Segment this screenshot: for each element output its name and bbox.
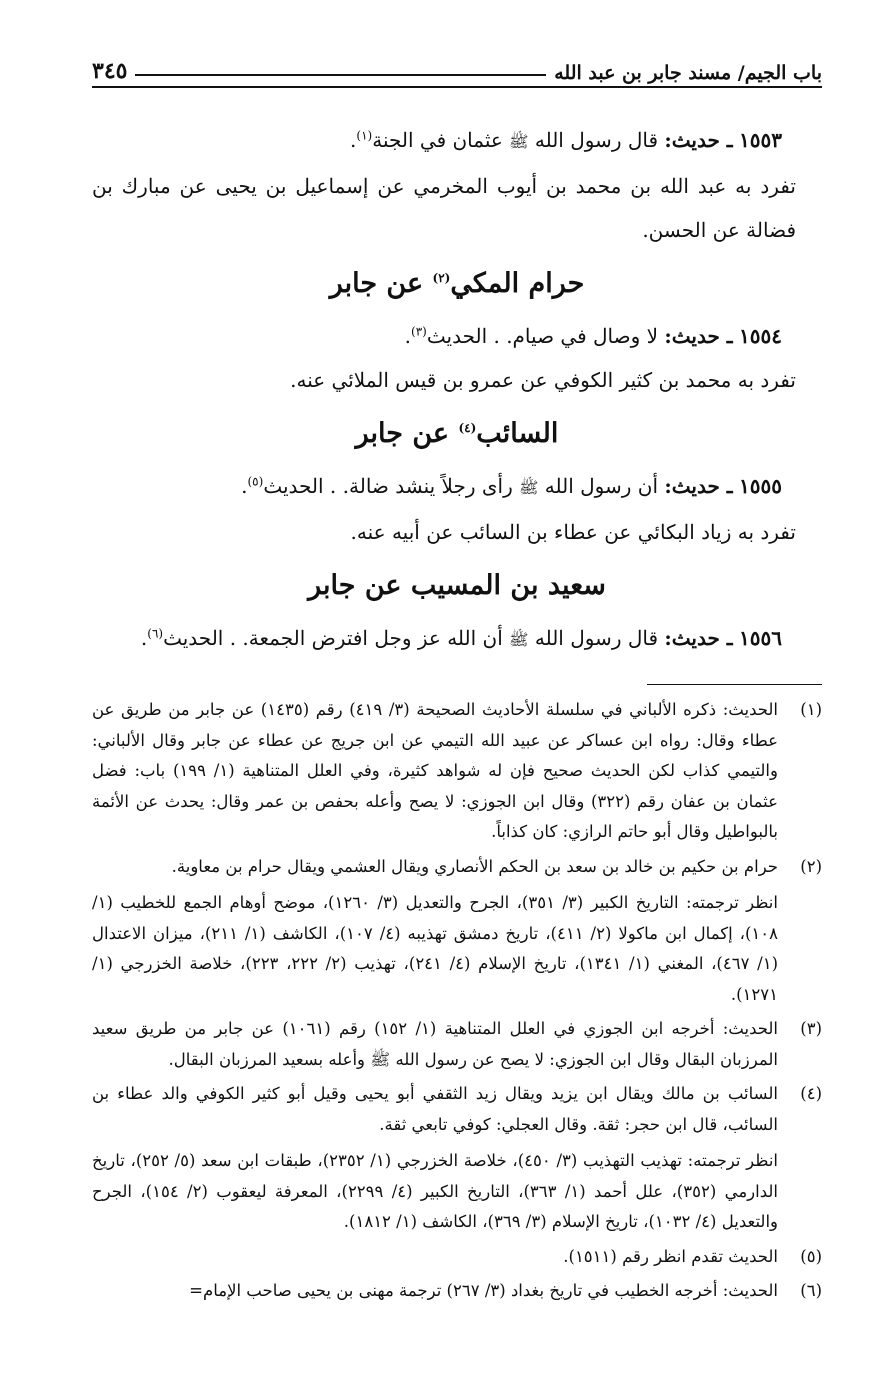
footnote-number: (٦) (800, 1281, 822, 1300)
book-page (92, 40, 822, 1311)
footnote-number: (٣) (800, 1019, 822, 1038)
footnote-item (92, 852, 822, 1011)
hadith-number: ١٥٥٦ (739, 626, 782, 650)
hadith-label: ـ حديث: (664, 626, 733, 650)
footnote-ref: (٤) (458, 421, 477, 435)
footnote-text: الحديث: أخرجه الخطيب في تاريخ بغداد (٣/ ٢٦٧) ترجمة مهنى بن يحيى صاحب الإمام= (189, 1281, 778, 1300)
footnote-separator (647, 684, 822, 685)
footnote-text: الحديث: ذكره الألباني في سلسلة الأحاديث الصحيحة (٣/ ٤١٩) رقم (١٤٣٥) عن جابر من طريق عن عطاء وقال: رواه ابن عساكر عن عبيد الله التيمي عن ابن جريج عن عطاء عن جابر وقال الألباني: والتيمي كذاب لكن الحديث صحيح فإن له شواهد كثيرة، وفي العلل المتناهية (١/ ١٩٩) باب: فضل عثمان بن عفان رقم (٣٢٢) وقال ابن الجوزي: لا يصح وأعله بحفص بن عمر وقال: يحدث عن الأئمة بالبواطيل وقال أبو حاتم الرازي: كان كذاباً. (92, 700, 779, 841)
footnote-ref: (٦) (147, 626, 164, 641)
narration-1555: تفرد به زياد البكائي عن عطاء بن السائب عن أبيه عنه. (350, 520, 796, 544)
hadith-end: . (404, 324, 412, 348)
footnotes-section (92, 695, 822, 1307)
hadith-1555 (92, 464, 822, 510)
footnote-number: (٢) (800, 856, 822, 876)
footnote-ref: (٣) (411, 324, 427, 339)
footnote-number: (٤) (800, 1084, 822, 1103)
hadith-1553 (92, 118, 822, 164)
hadith-label: ـ حديث: (664, 128, 733, 152)
footnote-item (92, 1242, 822, 1273)
heading-text: عن جابر (329, 268, 424, 299)
hadith-1554 (92, 314, 822, 358)
footnote-ref: (٢) (432, 271, 451, 285)
footnote-number: (٥) (800, 1246, 822, 1266)
main-text (92, 118, 822, 662)
footnote-item (92, 1014, 822, 1075)
footnote-text: انظر ترجمته: تهذيب التهذيب (٣/ ٤٥٠)، خلاصة الخزرجي (١/ ٢٣٥٢)، طبقات ابن سعد (٥/ ٢٥٢)، تاريخ الدارمي (٣٥٢)، علل أحمد (١/ ٣٦٣)، التاريخ الكبير (٤/ ٢٢٩٩)، المعرفة ليعقوب (٢/ ١٥٤)، الجرح والتعديل (٤/ ١٠٣٢)، تاريخ الإسلام (٣/ ٣٦٩)، الكاشف (١/ ١٨١٢). (92, 1151, 779, 1231)
hadith-label: ـ حديث: (664, 474, 733, 498)
hadith-text: قال رسول الله (534, 626, 659, 650)
hadith-end: . (241, 474, 248, 498)
hadith-text: أن رسول الله (544, 474, 659, 498)
hadith-end: . (350, 128, 357, 152)
header-rule-fill (135, 74, 546, 76)
salawat-glyph: ﷺ (509, 132, 529, 151)
heading-text: حرام المكي (450, 268, 585, 299)
narration-1553: تفرد به عبد الله بن محمد بن أيوب المخرمي عن إسماعيل بن يحيى عن مبارك بن فضالة عن الحسن. (92, 174, 796, 242)
hadith-text: قال رسول الله (534, 128, 659, 152)
hadith-number: ١٥٥٥ (739, 474, 782, 498)
footnote-text: انظر ترجمته: التاريخ الكبير (٣/ ٣٥١)، الجرح والتعديل (٣/ ١٢٦٠)، موضح أوهام الجمع للخطيب (١/ ١٠٨)، إكمال ابن ماكولا (٢/ ٤١١)، تاريخ دمشق تهذيبه (٤/ ١٠٧)، الكاشف (١/ ٢١١)، ميزان الاعتدال (١/ ٤٦٧)، المغني (١/ ١٣٤١)، تاريخ الإسلام (٤/ ٢٤١)، تهذيب (٢/ ٢٢٢، ٢٢٣)، خلاصة الخزرجي (١/ ١٢٧١). (92, 893, 778, 1004)
hadith-number: ١٥٥٣ (739, 128, 782, 152)
hadith-text: رأى رجلاً ينشد ضالة. . الحديث (263, 474, 513, 498)
section-heading-saib (92, 406, 822, 462)
footnote-ref: (٥) (247, 474, 264, 489)
hadith-text: أن الله عز وجل افترض الجمعة. . الحديث (163, 626, 503, 650)
narration-1554: تفرد به محمد بن كثير الكوفي عن عمرو بن قيس الملائي عنه. (290, 368, 796, 392)
hadith-text: لا وصال في صيام. . الحديث (426, 324, 659, 348)
page-number: ٣٤٥ (92, 58, 128, 84)
footnote-text: السائب بن مالك ويقال ابن يزيد ويقال زيد الثقفي أبو يحيى وقيل أبو كثير الكوفي والد عطاء بن السائب، قال ابن حجر: ثقة. وقال العجلي: كوفي تابعي ثقة. (92, 1084, 778, 1134)
section-heading-haram (92, 256, 822, 312)
footnote-text: الحديث تقدم انظر رقم (١٥١١). (563, 1246, 778, 1266)
footnote-ref: (١) (356, 128, 373, 143)
salawat-glyph: ﷺ (519, 478, 539, 497)
hadith-label: ـ حديث: (664, 324, 733, 348)
hadith-end: . (140, 626, 148, 650)
header-rule (92, 86, 822, 88)
hadith-text: عثمان في الجنة (372, 128, 503, 152)
footnote-text: الحديث: أخرجه ابن الجوزي في العلل المتناهية (١/ ١٥٢) رقم (١٠٦١) عن جابر من طريق سعيد المرزبان البقال وقال ابن الجوزي: لا يصح عن رسول الله ﷺ وأعله بسعيد المرزبان البقال. (92, 1019, 778, 1069)
footnote-item (92, 695, 822, 848)
section-heading-said: سعيد بن المسيب عن جابر (308, 570, 606, 601)
running-title: باب الجيم/ مسند جابر بن عبد الله (554, 62, 822, 84)
heading-text: السائب (476, 418, 559, 449)
salawat-glyph: ﷺ (509, 630, 529, 649)
hadith-1556 (92, 616, 822, 662)
hadith-number: ١٥٥٤ (739, 324, 782, 348)
footnote-number: (١) (800, 700, 822, 719)
heading-text: عن جابر (355, 418, 450, 449)
footnote-item (92, 1079, 822, 1238)
footnote-text: حرام بن حكيم بن خالد بن سعد بن الحكم الأنصاري ويقال العشمي ويقال حرام بن معاوية. (171, 856, 778, 876)
running-header (92, 40, 822, 84)
footnote-item (92, 1276, 822, 1307)
